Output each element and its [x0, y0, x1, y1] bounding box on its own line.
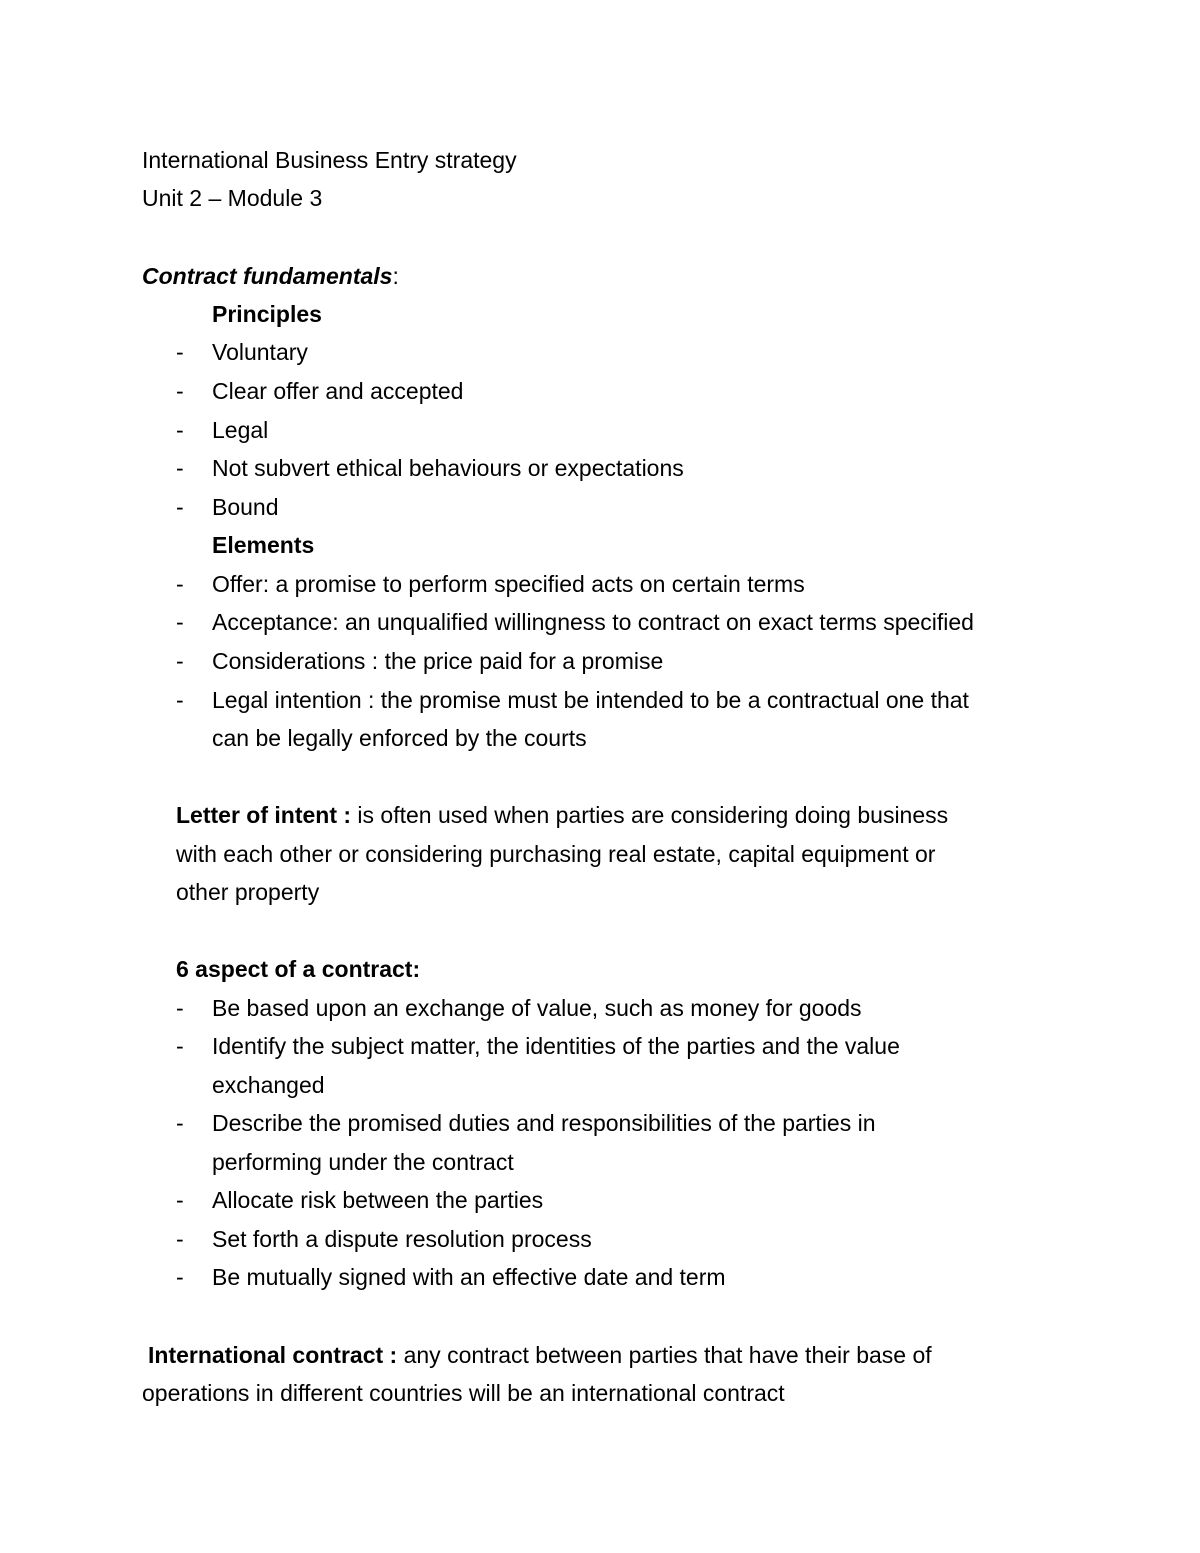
principle-item: Clear offer and accepted [212, 378, 464, 404]
principle-item: Bound [212, 494, 279, 520]
bullet-dash: - [176, 1033, 184, 1059]
document-title: International Business Entry strategy [142, 147, 517, 173]
letter-of-intent-term: Letter of intent : [176, 802, 352, 828]
element-item: Considerations : the price paid for a promise [212, 648, 664, 674]
element-item: Acceptance: an unqualified willingness to contract on exact terms specified [212, 609, 974, 635]
principle-item: Legal [212, 417, 269, 443]
bullet-dash: - [176, 995, 184, 1021]
contract-fundamentals-heading [142, 261, 399, 291]
principle-item: Voluntary [212, 339, 308, 365]
international-contract-term: International contract : [148, 1342, 398, 1368]
aspect-item: Set forth a dispute resolution process [212, 1226, 592, 1252]
international-contract-line: operations in different countries will be an international contract [142, 1380, 785, 1406]
principle-item: Not subvert ethical behaviours or expectations [212, 455, 684, 481]
bullet-dash: - [176, 1264, 184, 1290]
aspect-item: Describe the promised duties and responsibilities of the parties in [212, 1110, 876, 1136]
letter-of-intent-line: with each other or considering purchasing real estate, capital equipment or [176, 841, 936, 867]
six-aspects-heading: 6 aspect of a contract: [176, 956, 421, 982]
bullet-dash: - [176, 339, 184, 365]
bullet-dash: - [176, 1187, 184, 1213]
document-subtitle: Unit 2 – Module 3 [142, 185, 323, 211]
element-item-continuation: can be legally enforced by the courts [212, 725, 587, 751]
principles-heading: Principles [212, 301, 322, 327]
heading-colon: : [392, 263, 399, 289]
international-contract-definition: any contract between parties that have their base of [397, 1342, 932, 1368]
aspect-item-continuation: performing under the contract [212, 1149, 514, 1175]
bullet-dash: - [176, 494, 184, 520]
aspect-item: Be based upon an exchange of value, such as money for goods [212, 995, 862, 1021]
bullet-dash: - [176, 571, 184, 597]
contract-fundamentals-label: Contract fundamentals [142, 263, 393, 289]
letter-of-intent-line [176, 800, 948, 830]
bullet-dash: - [176, 1110, 184, 1136]
aspect-item: Allocate risk between the parties [212, 1187, 544, 1213]
aspect-item: Identify the subject matter, the identities of the parties and the value [212, 1033, 900, 1059]
aspect-item: Be mutually signed with an effective date and term [212, 1264, 726, 1290]
bullet-dash: - [176, 609, 184, 635]
bullet-dash: - [176, 378, 184, 404]
element-item: Offer: a promise to perform specified acts on certain terms [212, 571, 805, 597]
letter-of-intent-line: other property [176, 879, 320, 905]
bullet-dash: - [176, 1226, 184, 1252]
bullet-dash: - [176, 687, 184, 713]
international-contract-line [148, 1340, 932, 1370]
bullet-dash: - [176, 648, 184, 674]
element-item: Legal intention : the promise must be intended to be a contractual one that [212, 687, 969, 713]
bullet-dash: - [176, 417, 184, 443]
elements-heading: Elements [212, 532, 315, 558]
bullet-dash: - [176, 455, 184, 481]
aspect-item-continuation: exchanged [212, 1072, 325, 1098]
letter-of-intent-definition: is often used when parties are considering doing business [351, 802, 949, 828]
